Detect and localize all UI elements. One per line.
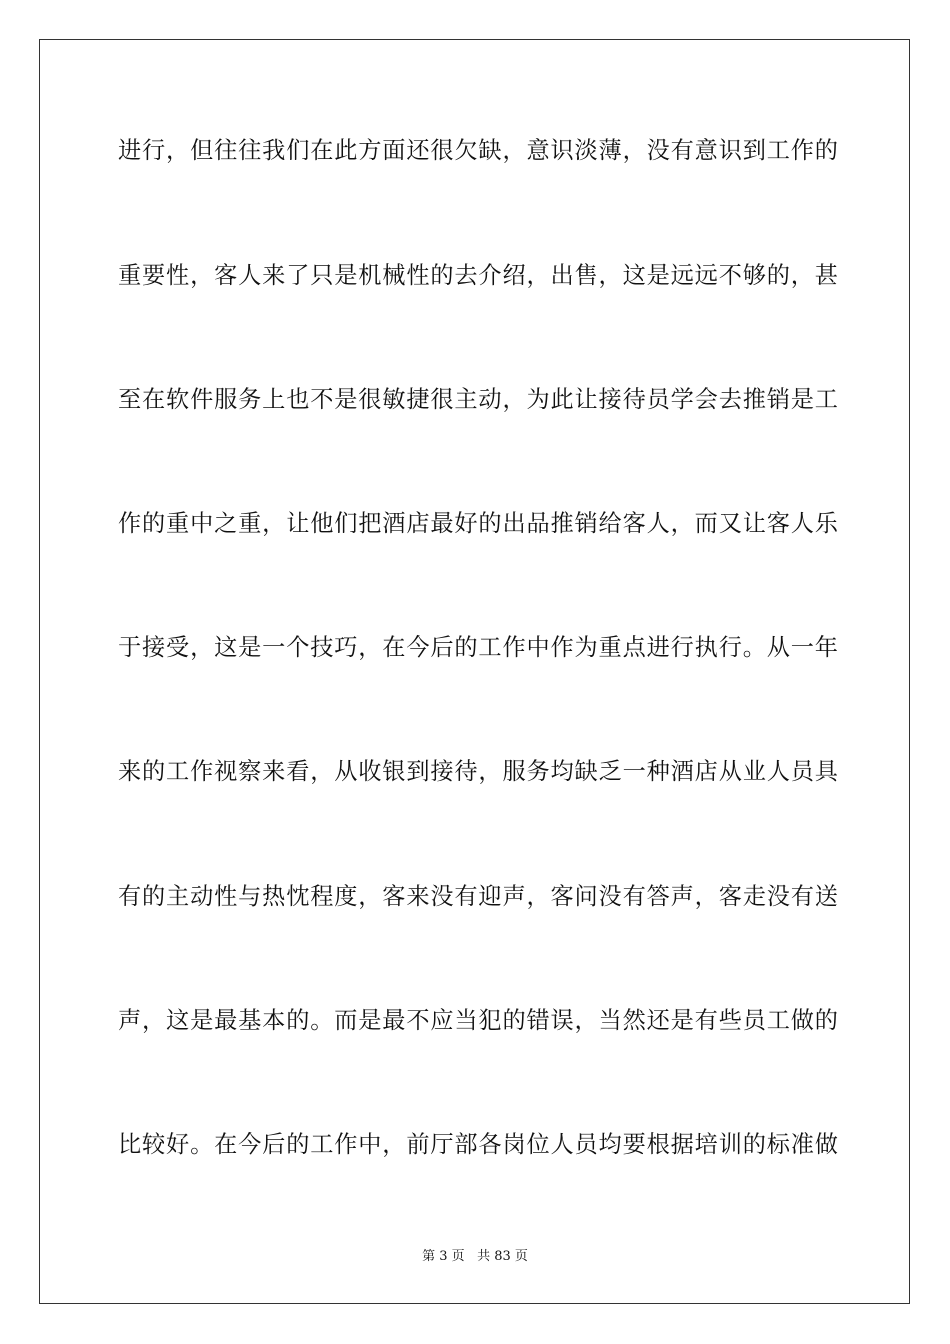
body-text-line: 于接受，这是一个技巧，在今后的工作中作为重点进行执行。从一年 (118, 634, 838, 661)
body-text-line: 来的工作视察来看，从收银到接待，服务均缺乏一种酒店从业人员具 (118, 758, 838, 785)
body-text-line: 进行，但往往我们在此方面还很欠缺，意识淡薄，没有意识到工作的 (118, 137, 838, 164)
page-number: 第 3 页 (422, 1249, 465, 1264)
body-text-line: 声，这是最基本的。而是最不应当犯的错误，当然还是有些员工做的 (118, 1007, 838, 1034)
page-total: 共 83 页 (477, 1249, 528, 1264)
page-footer (0, 1248, 950, 1266)
body-text-line: 作的重中之重，让他们把酒店最好的出品推销给客人，而又让客人乐 (118, 510, 838, 537)
body-text-line: 至在软件服务上也不是很敏捷很主动，为此让接待员学会去推销是工 (118, 386, 838, 413)
body-text-line: 有的主动性与热忱程度，客来没有迎声，客问没有答声，客走没有送 (118, 883, 838, 910)
body-text-line: 比较好。在今后的工作中，前厅部各岗位人员均要根据培训的标准做 (118, 1131, 838, 1158)
body-text-line: 重要性，客人来了只是机械性的去介绍，出售，这是远远不够的，甚 (118, 262, 838, 289)
page-frame (39, 39, 910, 1304)
